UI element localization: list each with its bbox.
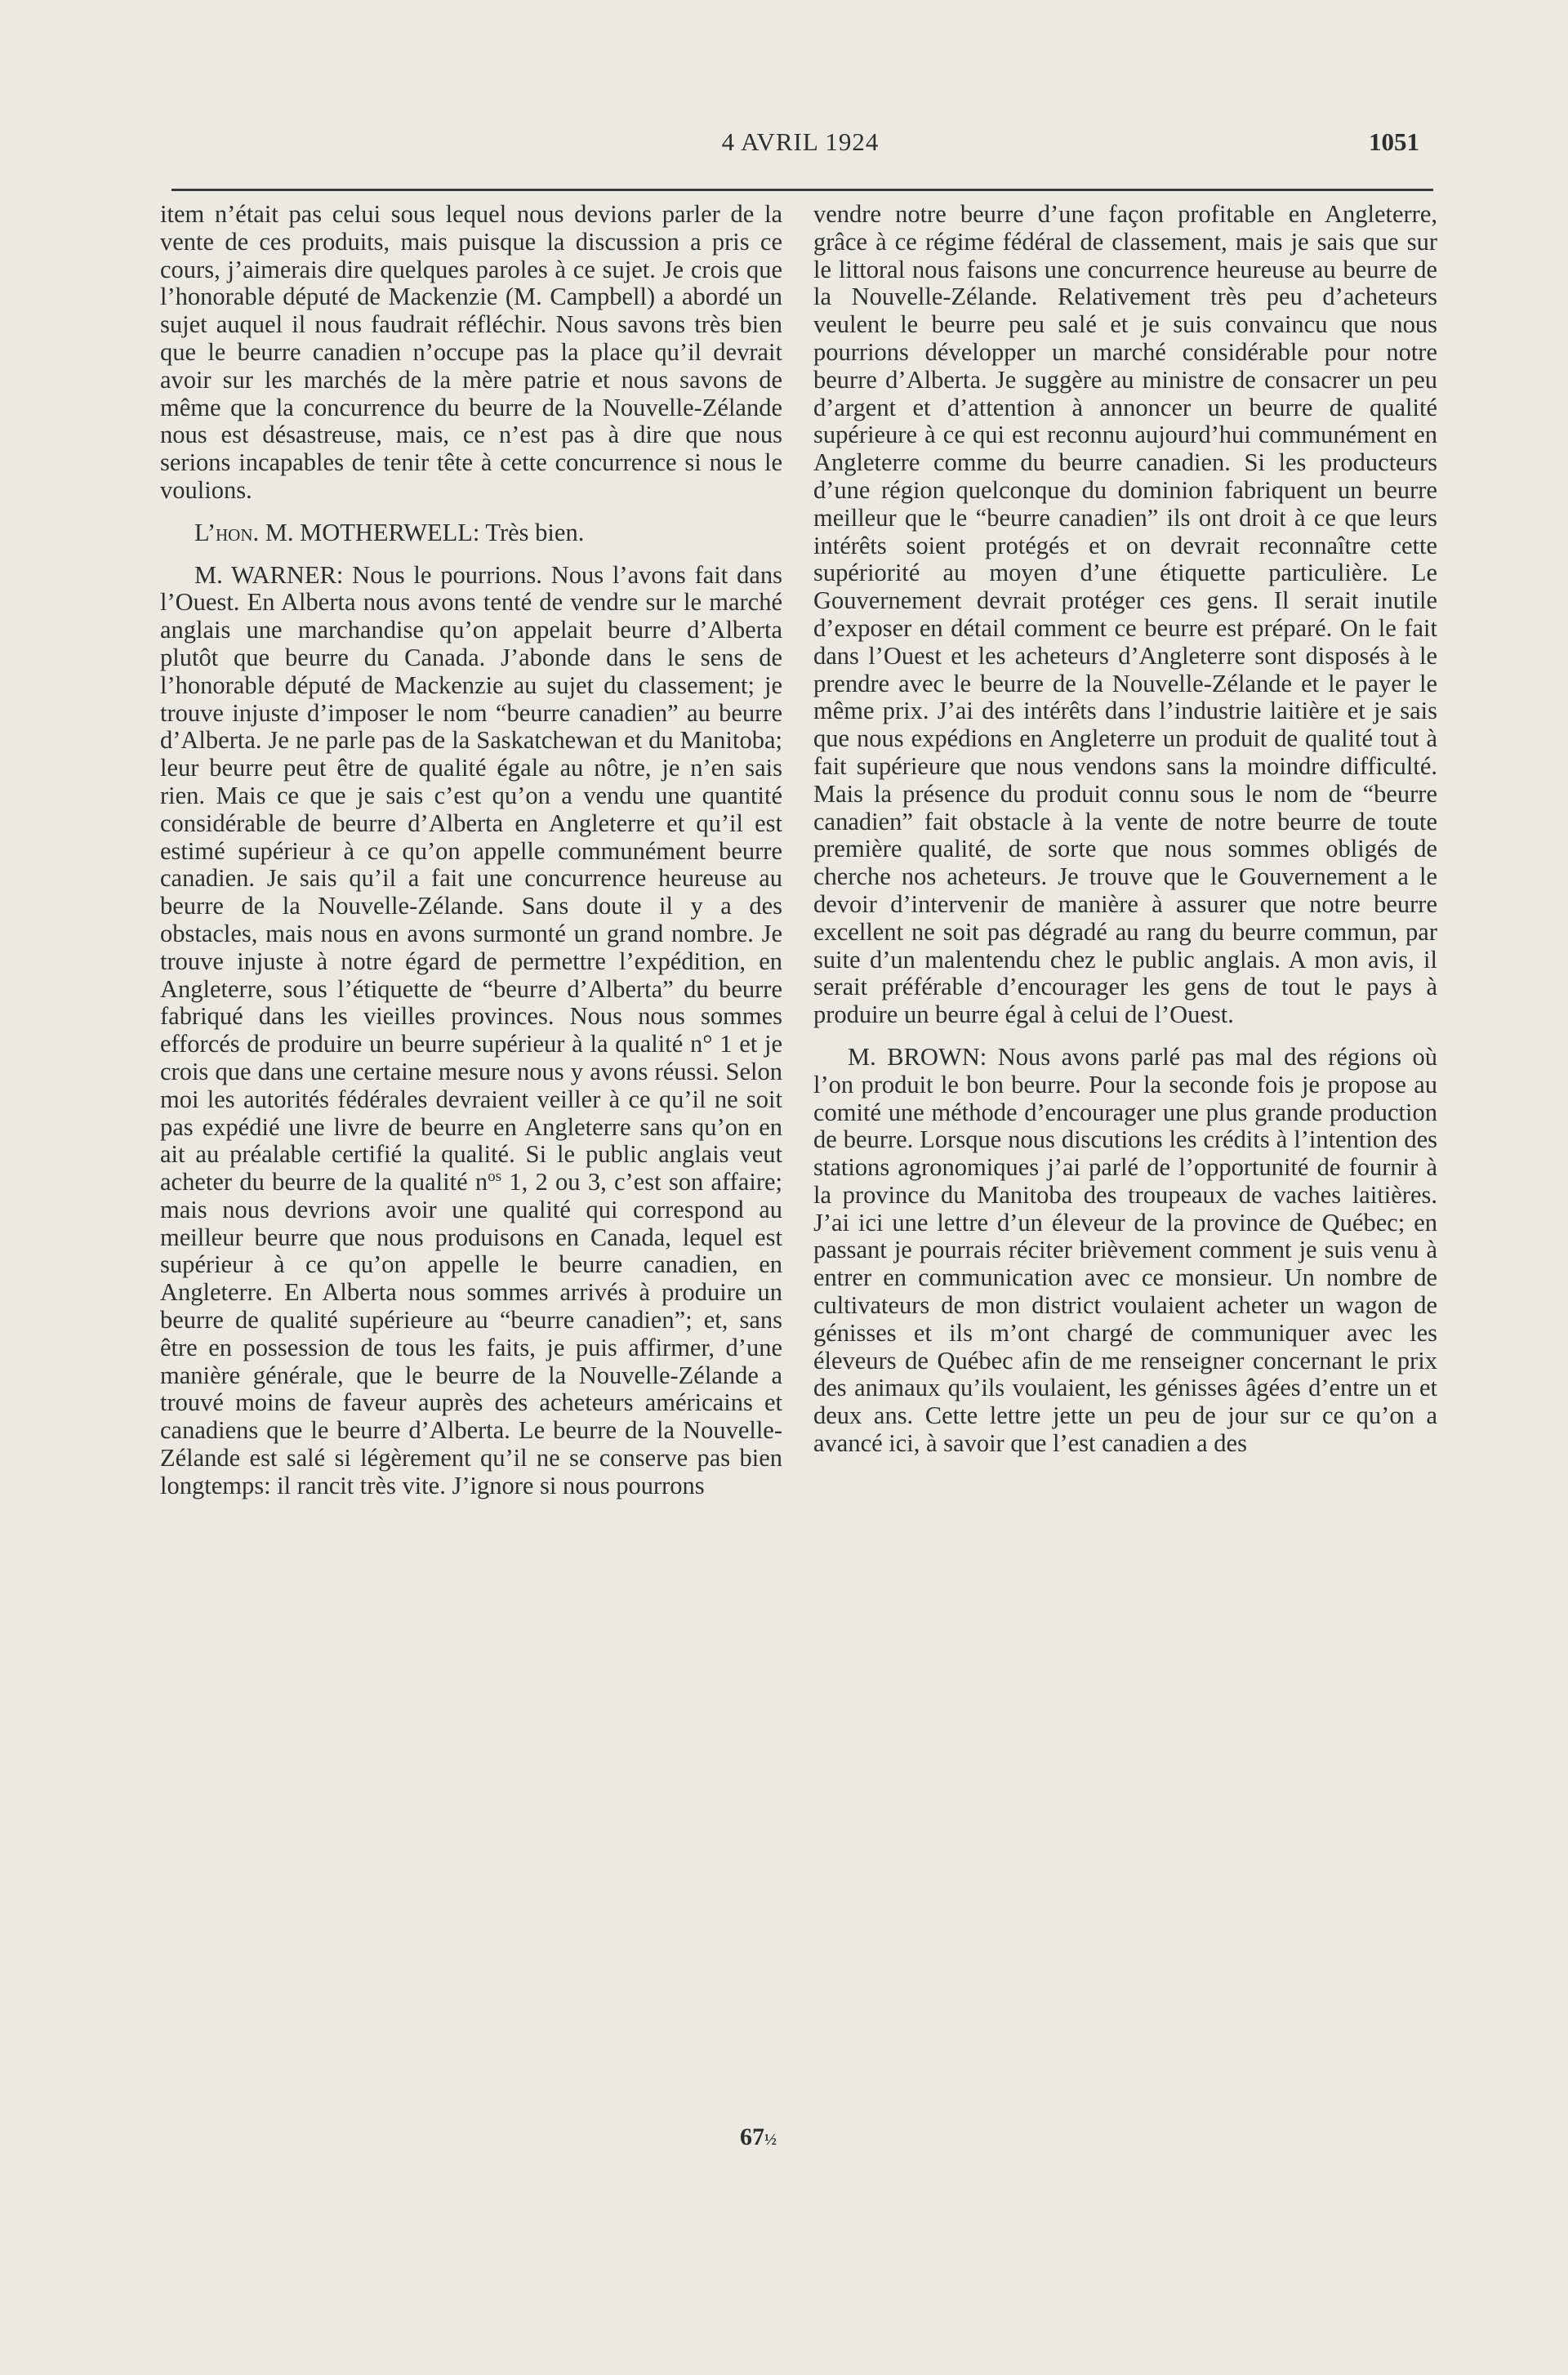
right-column [813,201,1437,1458]
left-paragraph-2 [160,519,782,547]
left-paragraph-1: item n’était pas celui sous lequel nous devions parler de la vente de ces produits, mais puisque la discussion a pris ce cours, j’aimerais dire quelques paroles à ce sujet. Je crois que l’honorable député de Mackenzie (M. Campbell) a abordé un sujet auquel il nous faudrait réfléchir. Nous savons très bien que le beurre canadien n’occupe pas la place qu’il devrait avoir sur les marchés de la mère patrie et nous savons de même que la concurrence du beurre de la Nouvelle-Zélande nous est désastreuse, mais, ce n’est pas à dire que nous serions incapables de tenir tête à cette concurrence si nous le voulions. [160,200,782,504]
signature-number: 67 [740,2123,764,2150]
speech-text: Nous avons parlé pas mal des régions où l’on produit le bon beurre. Pour la seconde fois je propose au comité une méthode d’encourager une plus grande production de beurre. Lorsque nous discutions les crédits à l’intention des stations agronomiques j’ai parlé de l’opportunité de fournir à la province du Manitoba des troupeaux de vaches laitières. J’ai ici une lettre d’un éleveur de la province de Québec; en passant je pourrais réciter brièvement comment je suis venu à entrer en communication avec ce monsieur. Un nombre de cultivateurs de mon district voulaient acheter un wagon de génisses et ils m’ont chargé de communiquer avec les éleveurs de Québec afin de me renseigner concernant le prix des animaux qu’ils voulaient, les génisses âgées d’entre un et deux ans. Cette lettre jette un peu de jour sur ce qu’on a avancé ici, à savoir que l’est canadien a des [813,1042,1437,1458]
header-date: 4 AVRIL 1924 [721,127,880,156]
signature-fraction: ½ [764,2131,777,2149]
speaker-name: M. BROWN: [848,1042,987,1071]
speech-text: Très bien. [479,518,585,546]
left-paragraph-3 [160,562,782,1500]
page-number: 1051 [1369,127,1419,156]
speech-text: 1, 2 ou 3, c’est son affaire; mais nous devrions avoir une qualité qui correspond au meilleur beurre que nous produisons en Canada, lequel est supérieur à ce qu’on appelle le beurre canadien, en Angleterre. En Alberta nous sommes arrivés à produire un beurre de qualité supérieure au “beurre canadien”; et, sans être en possession de tous les faits, je puis affirmer, d’une manière générale, que le beurre de la Nouvelle-Zélande a trouvé moins de faveur auprès des acheteurs américains et canadiens que le beurre d’Alberta. Le beurre de la Nouvelle-Zélande est salé si légèrement qu’il ne se conserve pas bien longtemps: il rancit très vite. J’ignore si nous pourrons [160,1168,782,1499]
signature-mark [740,2123,777,2151]
speaker-name: L’hon. M. MOTHERWELL: [194,518,480,546]
header-rule [172,189,1433,191]
speech-text: Nous le pourrions. Nous l’avons fait dans l’Ouest. En Alberta nous avons tenté de vendre sur le marché anglais une marchandise qu’on appelait beurre d’Alberta plutôt que beurre du Canada. J’abonde dans le sens de l’honorable député de Mackenzie au sujet du classement; je trouve injuste d’imposer le nom “beurre canadien” au beurre d’Alberta. Je ne parle pas de la Saskatchewan et du Manitoba; leur beurre peut être de qualité égale au nôtre, je n’en sais rien. Mais ce que je sais c’est qu’on a vendu une quantité considérable de beurre d’Alberta en Angleterre et qu’il est estimé supérieur à ce qu’on appelle communément beurre canadien. Je sais qu’il a fait une concurrence heureuse au beurre de la Nouvelle-Zélande. Sans doute il y a des obstacles, mais nous en avons surmonté un grand nombre. Je trouve injuste à notre égard de permettre l’expédition, en Angleterre, sous l’étiquette de “beurre d’Alberta” du beurre fabriqué dans les vieilles provinces. Nous nous sommes efforcés de produire un beurre supérieur à la qualité n° 1 et je crois que dans une certaine mesure nous y avons réussi. Selon moi les autorités fédérales devraient veiller à ce qu’il ne soit pas expédié une livre de beurre en Angleterre sans qu’on en ait au préalable certifié la qualité. Si le public anglais veut acheter du beurre de la qualité n [160,560,782,1196]
left-column [160,201,782,1500]
right-paragraph-2 [813,1044,1437,1458]
speaker-name: M. WARNER: [194,560,344,589]
superscript: os [488,1167,502,1185]
right-paragraph-1: vendre notre beurre d’une façon profitable en Angleterre, grâce à ce régime fédéral de classement, mais je sais que sur le littoral nous faisons une concurrence heureuse au beurre de la Nouvelle-Zélande. Relativement très peu d’acheteurs veulent le beurre peu salé et je suis convaincu que nous pourrions développer un marché considérable pour notre beurre d’Alberta. Je suggère au ministre de consacrer un peu d’argent et d’attention à annoncer un beurre de qualité supérieure à ce qui est reconnu aujourd’hui communément en Angleterre comme du beurre canadien. Si les producteurs d’une région quelconque du dominion fabriquent un beurre meilleur que le “beurre canadien” ils ont droit à ce que leurs intérêts soient protégés et on devrait reconnaître cette supériorité au moyen d’une étiquette particulière. Le Gouvernement devrait protéger ces gens. Il serait inutile d’exposer en détail comment ce beurre est préparé. On le fait dans l’Ouest et les acheteurs d’Angleterre sont disposés à le prendre avec le beurre de la Nouvelle-Zélande et le payer le même prix. J’ai des intérêts dans l’industrie laitière et je sais que nous expédions en Angleterre un produit de qualité tout à fait supérieure que nous vendons sans la moindre difficulté. Mais la présence du produit connu sous le nom de “beurre canadien” fait obstacle à la vente de notre beurre de toute première qualité, de sorte que nous sommes obligés de cherche nos acheteurs. Je trouve que le Gouvernement a le devoir d’intervenir de manière à assurer que notre beurre excellent ne soit pas dégradé au rang du beurre commun, par suite d’un malentendu chez le public anglais. A mon avis, il serait préférable d’encourager les gens de tout le pays à produire un beurre égal à celui de l’Ouest. [813,200,1437,1029]
page-header [172,121,1429,170]
